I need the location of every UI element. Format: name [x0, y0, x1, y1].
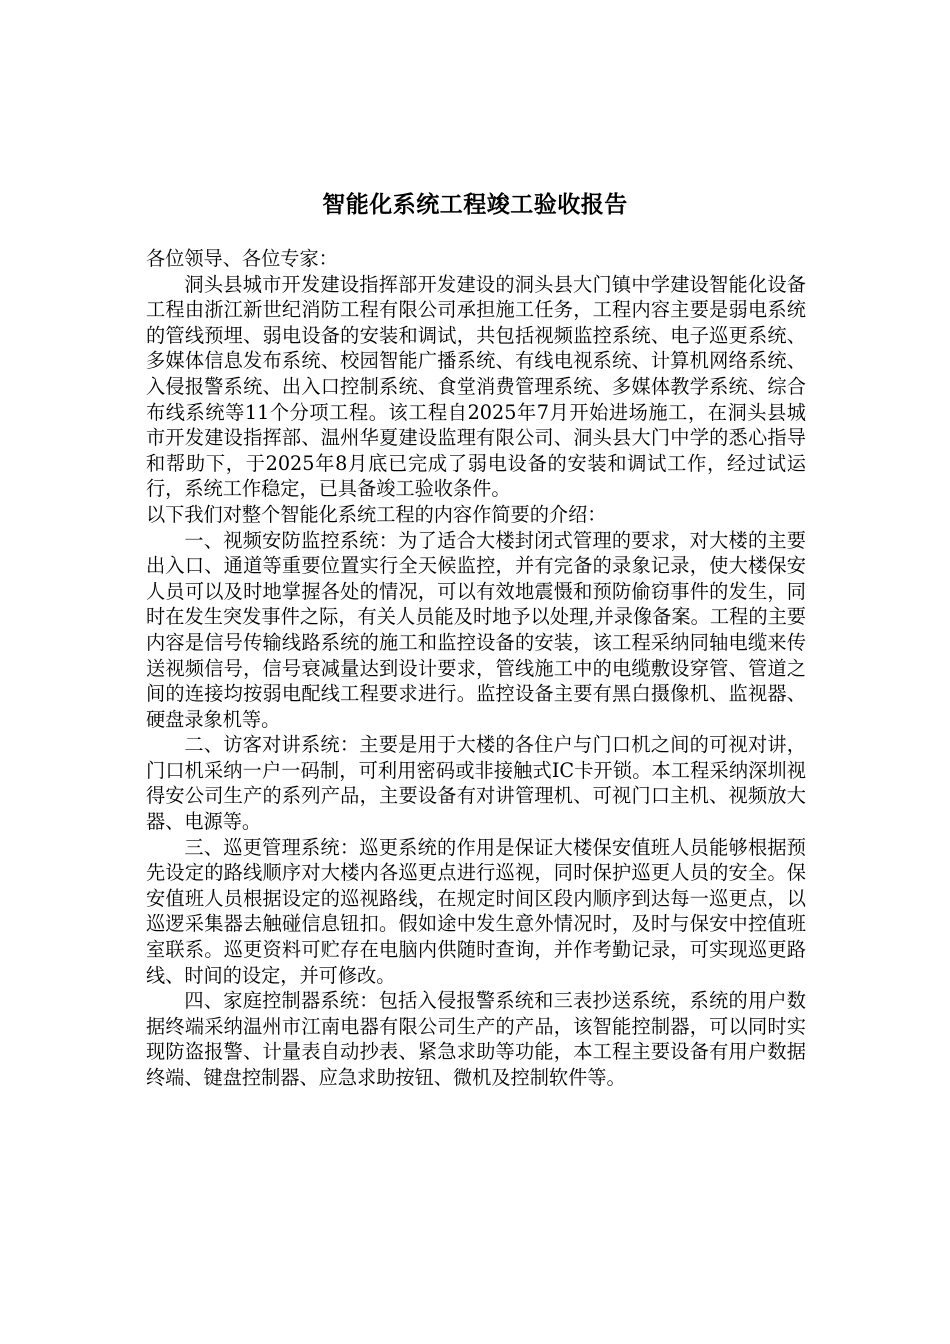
paragraph-patrol-management: 三、巡更管理系统：巡更系统的作用是保证大楼保安值班人员能够根据预先设定的路线顺序对大楼内各巡更点进行巡视，同时保护巡更人员的安全。保安值班人员根据设定的巡视路线，在规定时间区段内顺序到达每一巡更点，以巡逻采集器去触碰信息钮扣。假如途中发生意外情况时，及时与保安中控值班室联系。巡更资料可贮存在电脑内供随时查询，并作考勤记录，可实现巡更路线、时间的设定，并可修改。: [146, 835, 806, 987]
salutation: 各位领导、各位专家：: [146, 247, 338, 270]
paragraph-introduction: 以下我们对整个智能化系统工程的内容作简要的介绍：: [146, 502, 607, 526]
document-title: 智能化系统工程竣工验收报告: [322, 191, 628, 218]
document-body: [146, 246, 806, 1091]
paragraph-visitor-intercom: 二、访客对讲系统：主要是用于大楼的各住户与门口机之间的可视对讲，门口机采纳一户一码制，可利用密码或非接触式IC卡开锁。本工程采纳深圳视得安公司生产的系列产品，主要设备有对讲管理机、可视门口主机、视频放大器、电源等。: [146, 733, 806, 834]
paragraph-video-surveillance: 一、视频安防监控系统：为了适合大楼封闭式管理的要求，对大楼的主要出入口、通道等重要位置实行全天候监控，并有完备的录象记录，使大楼保安人员可以及时地掌握各处的情况，可以有效地震慑和预防偷窃事件的发生，同时在发生突发事件之际，有关人员能及时地予以处理,并录像备案。工程的主要内容是信号传输线路系统的施工和监控设备的安装，该工程采纳同轴电缆来传送视频信号，信号衰减量达到设计要求，管线施工中的电缆敷设穿管、管道之间的连接均按弱电配线工程要求进行。监控设备主要有黑白摄像机、监视器、硬盘录象机等。: [146, 528, 806, 731]
paragraph-home-controller: 四、家庭控制器系统：包括入侵报警系统和三表抄送系统，系统的用户数据终端采纳温州市江南电器有限公司生产的产品，该智能控制器，可以同时实现防盗报警、计量表自动抄表、紧急求助等功能，本工程主要设备有用户数据终端、键盘控制器、应急求助按钮、微机及控制软件等。: [146, 989, 806, 1089]
paragraph-project-overview: 洞头县城市开发建设指挥部开发建设的洞头县大门镇中学建设智能化设备工程由浙江新世纪消防工程有限公司承担施工任务，工程内容主要是弱电系统的管线预埋、弱电设备的安装和调试，共包括视频监控系统、电子巡更系统、多媒体信息发布系统、校园智能广播系统、有线电视系统、计算机网络系统、入侵报警系统、出入口控制系统、食堂消费管理系统、多媒体教学系统、综合布线系统等11个分项工程。该工程自2025年7月开始进场施工，在洞头县城市开发建设指挥部、温州华夏建设监理有限公司、洞头县大门中学的悉心指导和帮助下，于2025年8月底已完成了弱电设备的安装和调试工作，经过试运行，系统工作稳定，已具备竣工验收条件。: [146, 272, 806, 501]
